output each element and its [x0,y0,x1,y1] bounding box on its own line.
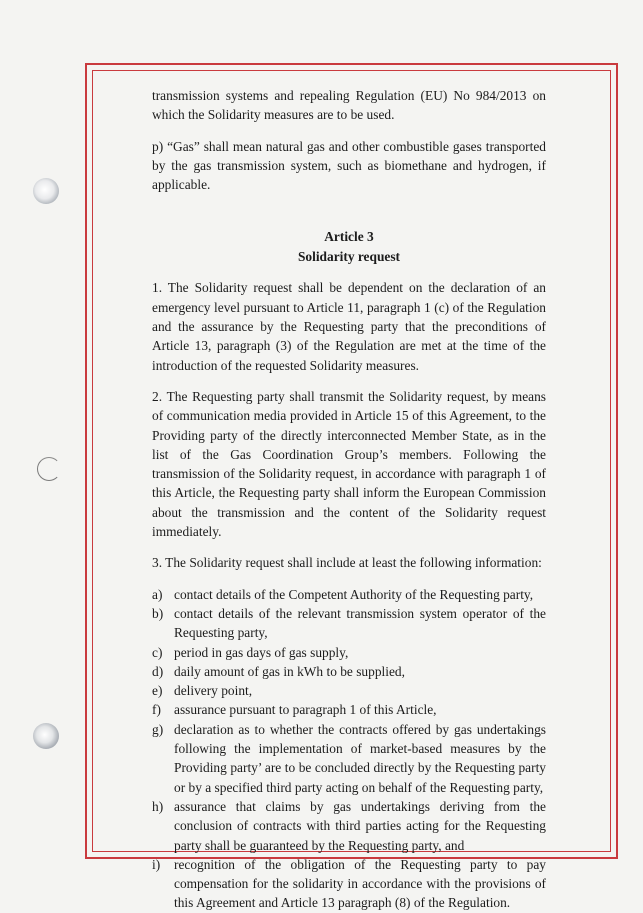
list-item [152,681,546,700]
paragraph-1: 1. The Solidarity request shall be dependent on the declaration of an emergency level pursuant to Article 11, paragraph 1 (c) of the Regulation and the assurance by the Requesting party that the preconditions of Article 13, paragraph (3) of the Regulation are met at the time of the introduction of the requested Solidarity measures. [152,280,546,373]
list-item-label: d) [152,663,164,679]
list-item-label: e) [152,683,163,699]
punch-hole-bottom [33,723,59,749]
list-item-label: f) [152,702,161,718]
list-item [152,662,546,681]
list-item-text: declaration as to whether the contracts offered by gas undertakings following the implementation of market-based measures by the Providing party’ are to be concluded directly by the Requesting party or by a specified third party acting on behalf of the Requesting party, [174,721,546,795]
list-item-text: recognition of the obligation of the Requesting party to pay compensation for the solidarity in accordance with the provisions of this Agreement and Article 13 paragraph (8) of the Regulation. [174,856,546,911]
list-item-text: assurance that claims by gas undertakings deriving from the conclusion of contracts with third parties acting for the Requesting party shall be guaranteed by the Requesting party, and [174,798,546,853]
paragraph-2: 2. The Requesting party shall transmit the Solidarity request, by means of communication media provided in Article 15 of this Agreement, to the Providing party of the directly interconnected Member State, as in the list of the Gas Coordination Group’s members. Following the transmission of the Solidarity request, in accordance with paragraph 1 of this Article, the Requesting party shall inform the European Commission about the transmission and the content of the Solidarity request immediately. [152,388,546,540]
list-item-text: contact details of the relevant transmission system operator of the Requesting party, [174,605,546,641]
list-item-label: g) [152,721,164,737]
list-item-text: period in gas days of gas supply, [174,644,349,660]
intro-paragraph: transmission systems and repealing Regulation (EU) No 984/2013 on which the Solidarity measures are to be used. [152,88,546,123]
list-item-text: delivery point, [174,683,253,699]
list-item-label: h) [152,798,164,814]
list-item-label: i) [152,856,161,872]
article-number: Article 3 [324,229,374,245]
list-item [152,604,546,643]
list-item [152,585,546,604]
document-body [152,86,546,913]
punch-hole-top [33,178,59,204]
list-item-text: daily amount of gas in kWh to be supplied, [174,663,405,679]
list-item-text: assurance pursuant to paragraph 1 of this Article, [174,702,437,718]
list-item [152,797,546,855]
list-item-text: contact details of the Competent Authority of the Requesting party, [174,586,534,602]
definition-p: p) “Gas” shall mean natural gas and other combustible gases transported by the gas transmission system, such as biomethane and hydrogen, if applicable. [152,138,546,193]
list-item [152,700,546,719]
list-item [152,643,546,662]
article-heading [152,227,546,266]
article-title: Solidarity request [297,248,401,264]
requirements-list [152,585,546,913]
list-item-label: c) [152,644,163,660]
list-item-label: a) [152,586,163,602]
list-item [152,855,546,913]
punch-hole-middle [37,457,61,481]
list-item-label: b) [152,605,164,621]
list-item [152,720,546,797]
paragraph-3: 3. The Solidarity request shall include at least the following information: [152,555,542,571]
